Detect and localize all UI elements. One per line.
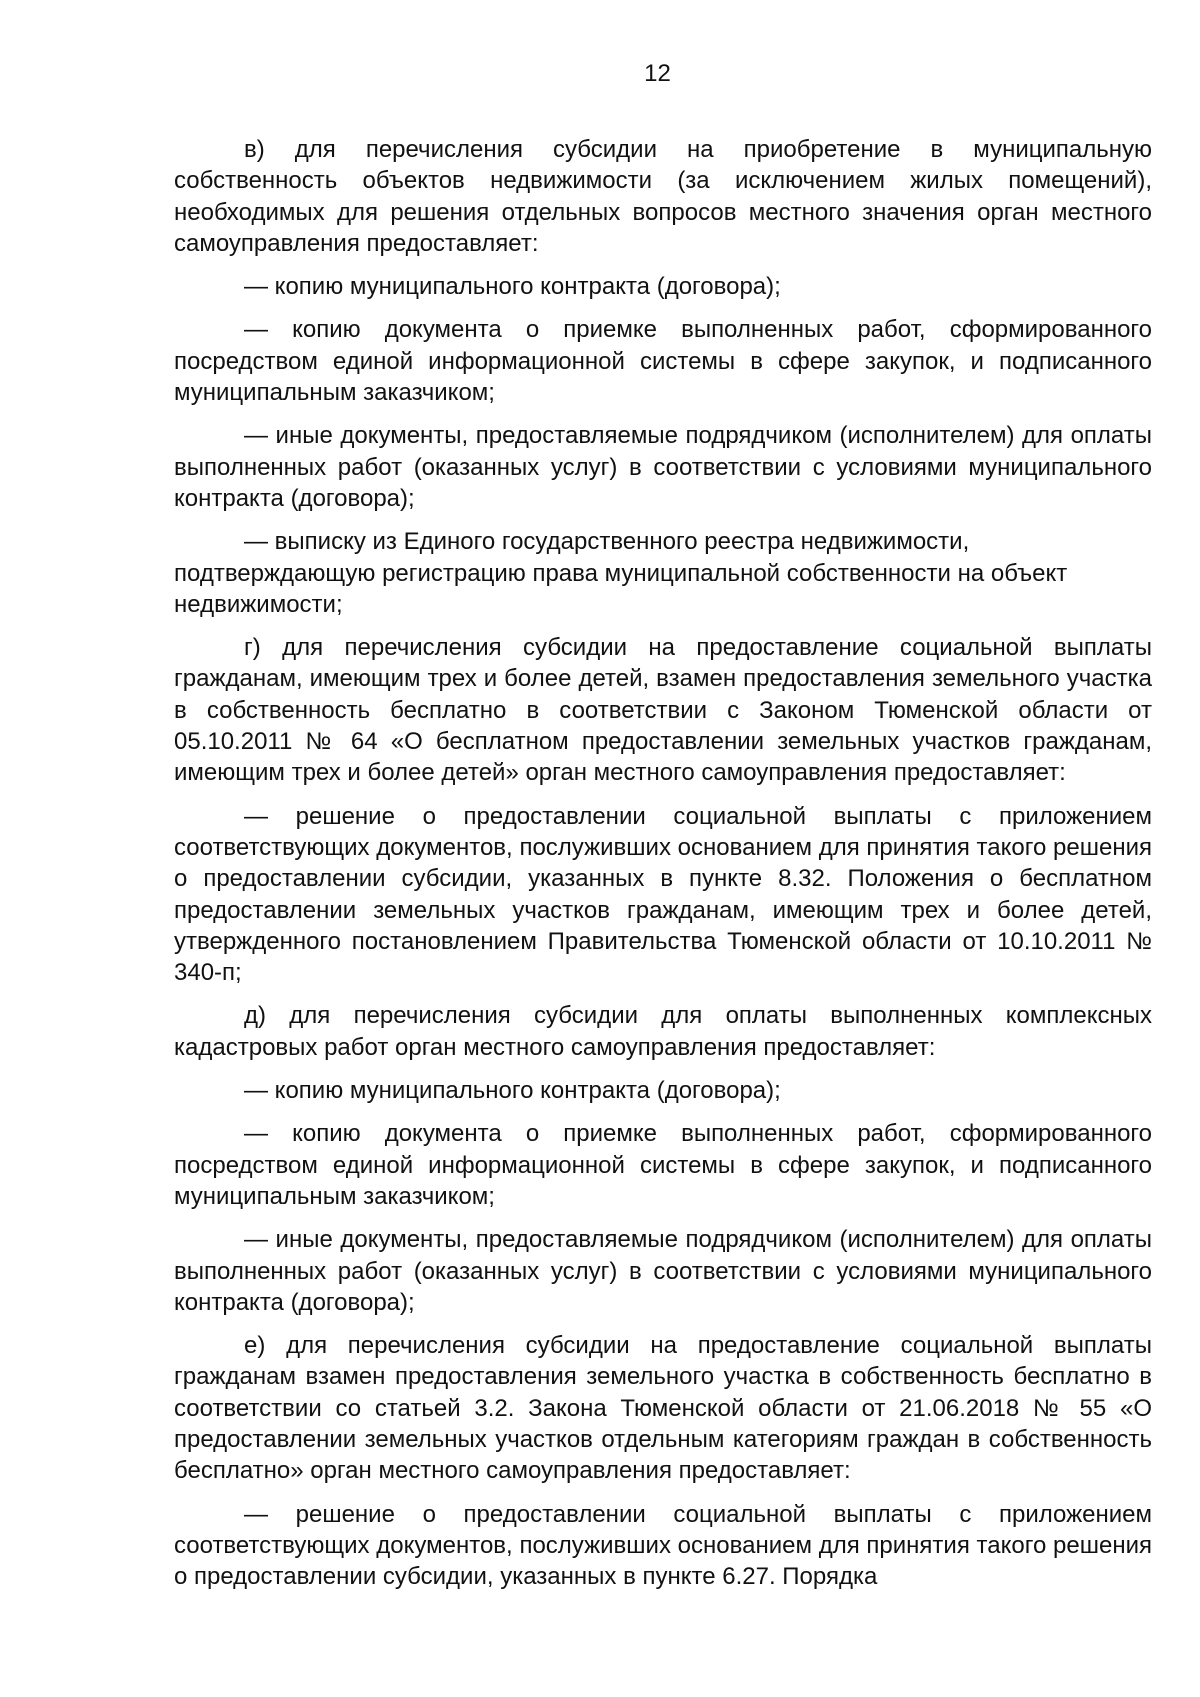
page-number: 12 — [644, 60, 671, 87]
paragraph-v-intro: в) для перечисления субсидии на приобретение в муниципальную собственность объектов недвижимости (за исключением жилых помещений), необходимых для решения отдельных вопросов местного значения орган местного самоуправления предоставляет: — [174, 136, 1152, 257]
paragraph-e-intro: е) для перечисления субсидии на предоставление социальной выплаты гражданам взамен предоставления земельного участка в собственность бесплатно в соответствии со статьей 3.2. Закона Тюменской области от 21.06.2018 № 55 «О предоставлении земельных участков отдельным категориям граждан в собственность бесплатно» орган местного самоуправления предоставляет: — [174, 1332, 1152, 1485]
list-item-contract-copy-2: — копию муниципального контракта (договора); — [244, 1077, 781, 1105]
paragraph-g-intro: г) для перечисления субсидии на предоставление социальной выплаты гражданам, имеющим трех и более детей, взамен предоставления земельного участка в собственность бесплатно в соответствии с Законом Тюменской области от 05.10.2011 № 64 «О бесплатном предоставлении земельных участков гражданам, имеющим трех и более детей» орган местного самоуправления предоставляет: — [174, 634, 1152, 787]
list-item-acceptance-document: — копию документа о приемке выполненных работ, сформированного посредством единой информационной системы в сфере закупок, и подписанного муниципальным заказчиком; — [174, 316, 1152, 407]
paragraph-d-intro: д) для перечисления субсидии для оплаты выполненных комплексных кадастровых работ орган местного самоуправления предоставляет: — [174, 1002, 1152, 1061]
list-item-contract-copy: — копию муниципального контракта (договора); — [244, 273, 781, 301]
list-item-registry-extract: — выписку из Единого государственного реестра недвижимости, подтверждающую регистрацию права муниципальной собственности на объект недвижимости; — [174, 528, 1068, 618]
list-item-other-documents: — иные документы, предоставляемые подрядчиком (исполнителем) для оплаты выполненных работ (оказанных услуг) в соответствии с условиями муниципального контракта (договора); — [174, 422, 1152, 512]
document-body — [174, 134, 1152, 1604]
list-item-social-payment-decision: — решение о предоставлении социальной выплаты с приложением соответствующих документов, послуживших основанием для принятия такого решения о предоставлении субсидии, указанных в пункте 8.32. Положения о бесплатном предоставлении земельных участков гражданам, имеющим трех и более детей, утвержденного постановлением Правительства Тюменской области от 10.10.2011 № 340-п; — [174, 802, 1152, 987]
list-item-other-documents-2: — иные документы, предоставляемые подрядчиком (исполнителем) для оплаты выполненных работ (оказанных услуг) в соответствии с условиями муниципального контракта (договора); — [174, 1226, 1152, 1316]
list-item-social-payment-decision-2: — решение о предоставлении социальной выплаты с приложением соответствующих документов, послуживших основанием для принятия такого решения о предоставлении субсидии, указанных в пункте 6.27. Порядка — [174, 1500, 1152, 1591]
list-item-acceptance-document-2: — копию документа о приемке выполненных работ, сформированного посредством единой информационной системы в сфере закупок, и подписанного муниципальным заказчиком; — [174, 1120, 1152, 1210]
